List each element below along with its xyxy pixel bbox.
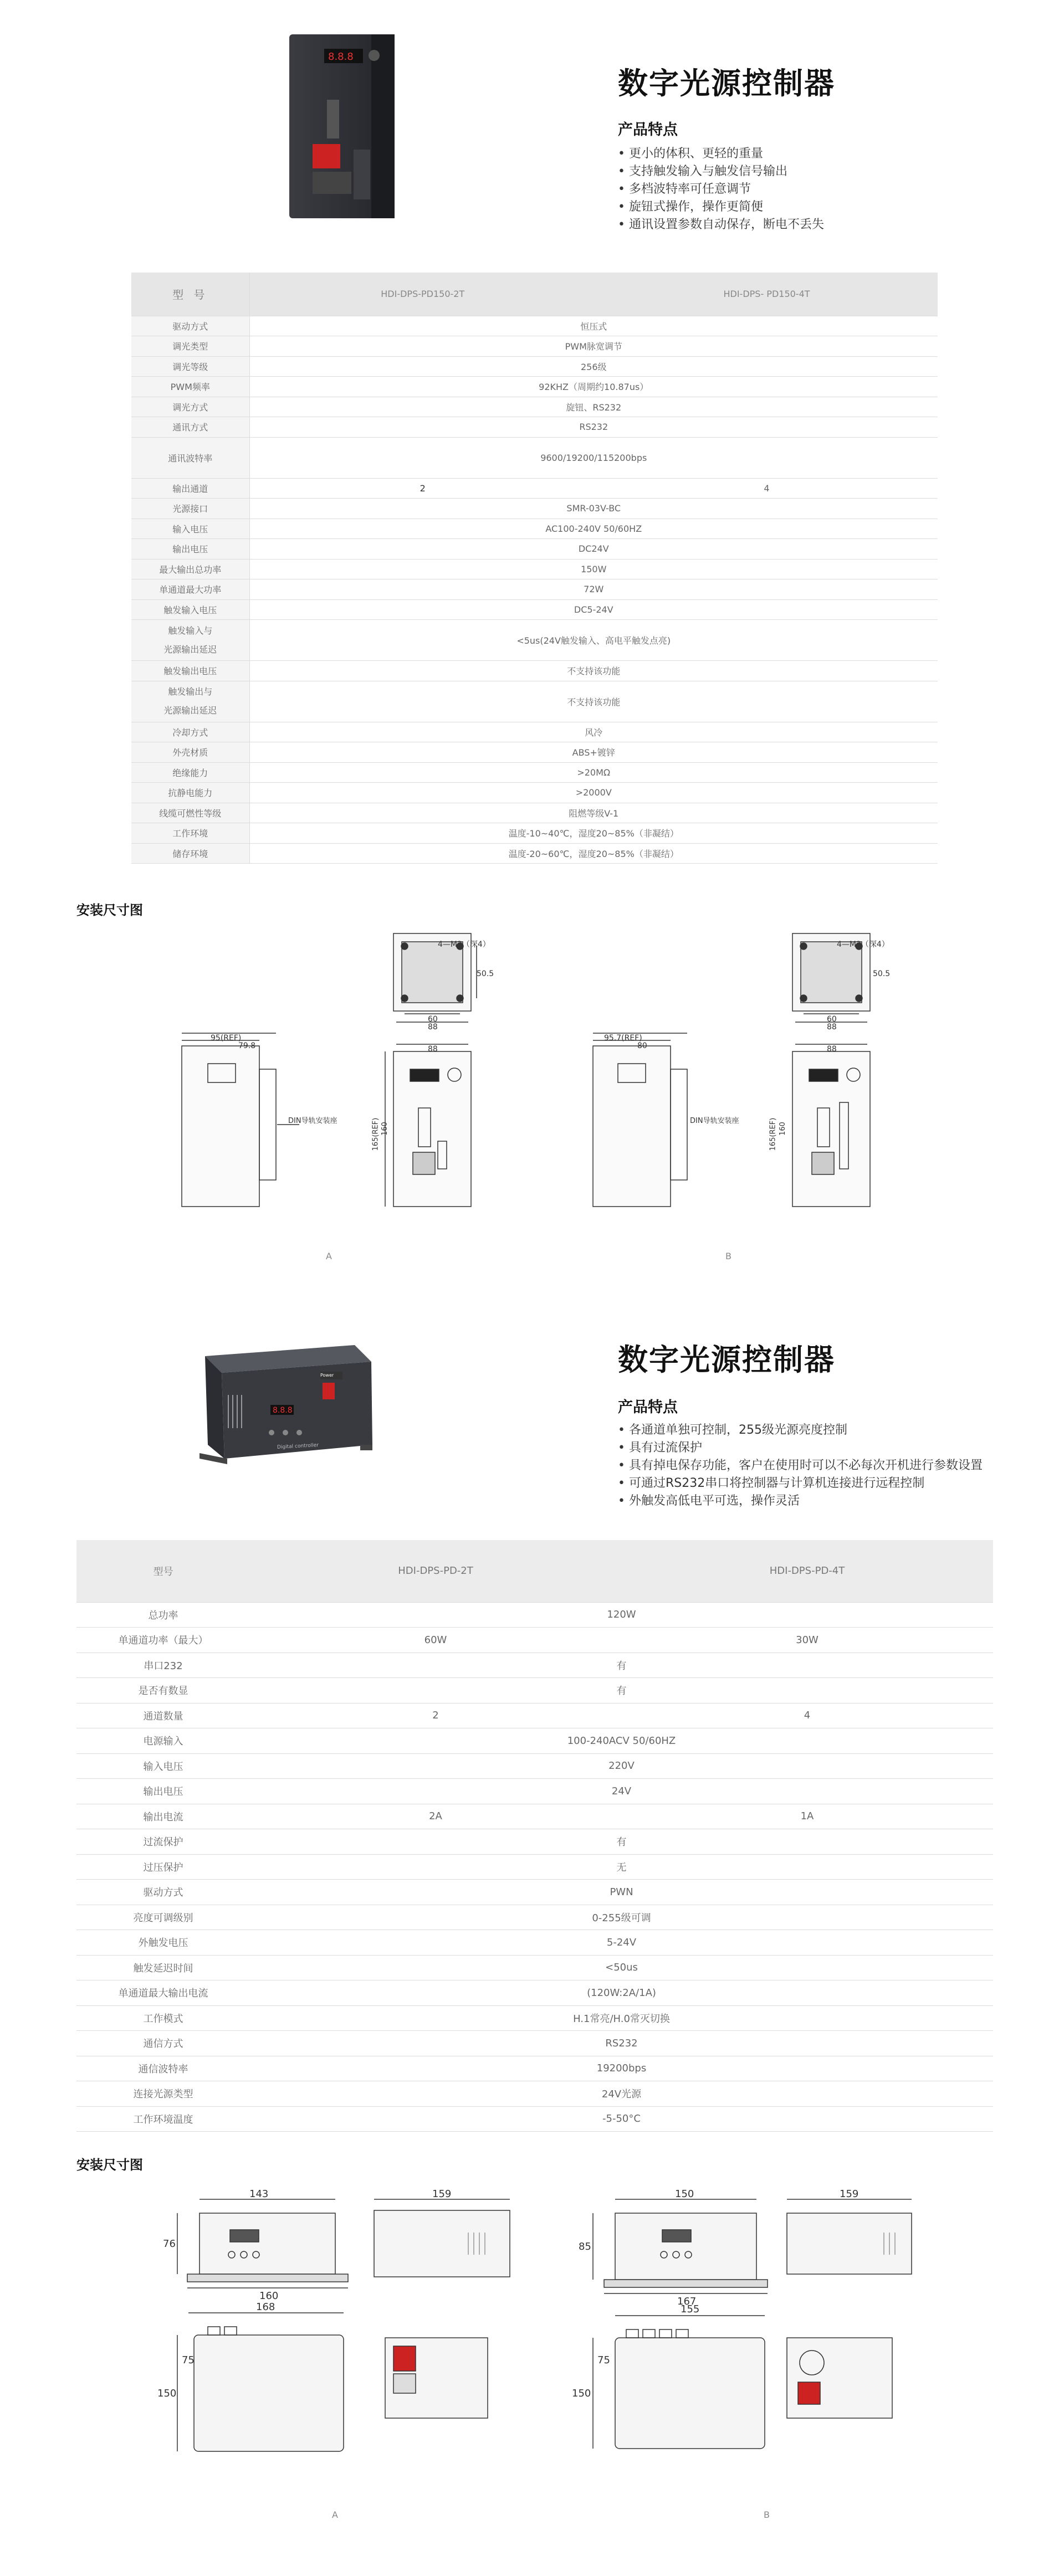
dim-167: 167 [677, 2296, 697, 2307]
product2-drawing-b [560, 2188, 925, 2498]
row-label-cell: 通道数量 [76, 1703, 250, 1728]
product1-spec-table [131, 273, 938, 864]
row-label-cell: 输出电流 [76, 1804, 250, 1829]
table-row [131, 823, 938, 844]
row-value-cell: >20MΩ [249, 762, 938, 783]
row-label-cell: 输出电压 [131, 539, 249, 560]
product1-drawing-a [177, 909, 494, 1241]
product2-dimension-heading: 安装尺寸图 [76, 2157, 143, 2173]
row-value-cell: DC24V [249, 539, 938, 560]
feature-item: • 具有过流保护 [618, 1439, 983, 1457]
dim-155: 155 [681, 2303, 700, 2315]
row-label-cell: 通信方式 [76, 2031, 250, 2056]
row-label-cell: 驱动方式 [131, 316, 249, 336]
feature-item: • 各通道单独可控制，255级光源亮度控制 [618, 1422, 983, 1439]
row-value-cell: 9600/19200/115200bps [249, 437, 938, 478]
row-label-cell: 触发输出电压 [131, 661, 249, 681]
dim-76: 76 [163, 2238, 176, 2250]
row-label-cell: 是否有数显 [76, 1678, 250, 1703]
row-label-cell: 工作环境温度 [76, 2106, 250, 2132]
row-label-cell: 外壳材质 [131, 742, 249, 763]
product1-features-heading: 产品特点 [618, 121, 678, 138]
row-value-cell: 温度-10~40℃，湿度20~85%（非凝结） [249, 823, 938, 844]
label-screws: 4—M3（深4） [438, 940, 490, 949]
table-row [76, 1678, 993, 1703]
row-value-cell: RS232 [249, 417, 938, 438]
dim-80: 80 [637, 1041, 647, 1050]
product2-image [194, 1340, 374, 1467]
dim-159-b: 159 [840, 2188, 859, 2200]
dim-75: 75 [182, 2354, 195, 2366]
table-row [76, 1602, 993, 1628]
row-label-cell: 触发延迟时间 [76, 1955, 250, 1980]
row-label-cell: 过流保护 [76, 1829, 250, 1855]
row-value-cell: H.1常亮/H.0常灭切换 [250, 2005, 993, 2031]
header-label-cell: 型 号 [131, 273, 249, 316]
table-row [76, 1653, 993, 1678]
row-value-cell: 恒压式 [249, 316, 938, 336]
table-row [131, 620, 938, 661]
row-label-cell: PWM频率 [131, 377, 249, 397]
table-row [76, 1905, 993, 1930]
product2-power-label: Power [320, 1373, 334, 1378]
feature-item: • 支持触发输入与触发信号输出 [618, 163, 824, 181]
row-value-cell: 24V [250, 1779, 993, 1804]
row-label-cell: 串口232 [76, 1653, 250, 1678]
table-row [131, 661, 938, 681]
table-row [76, 2031, 993, 2056]
product2-device-text: Digital controller [277, 1443, 319, 1450]
row-label-cell: 过压保护 [76, 1854, 250, 1880]
dim-150-top: 150 [675, 2188, 694, 2200]
header-model-cell: HDI-DPS-PD150-2T [249, 273, 596, 316]
row-value-cell-b: 4 [596, 478, 938, 499]
table-row [76, 1804, 993, 1829]
dim-95-ref: 95(REF) [211, 1034, 242, 1043]
drawing-caption-a: A [326, 1251, 332, 1261]
row-value-cell: 100-240ACV 50/60HZ [250, 1728, 993, 1754]
dim-60-b: 60 [827, 1015, 837, 1024]
table-row [131, 397, 938, 417]
product2-spec-table [76, 1540, 993, 2132]
table-row [131, 417, 938, 438]
feature-item: • 通讯设置参数自动保存，断电不丢失 [618, 216, 824, 234]
table-row [131, 539, 938, 560]
feature-item: • 更小的体积、更轻的重量 [618, 145, 824, 163]
row-label-cell: 线缆可燃性等级 [131, 803, 249, 823]
table-row [76, 1980, 993, 2006]
row-label-cell: 通讯波特率 [131, 437, 249, 478]
row-value-cell: 有 [250, 1829, 993, 1855]
row-value-cell: DC5-24V [249, 599, 938, 620]
dim-50-5: 50.5 [477, 969, 494, 978]
row-value-cell: AC100-240V 50/60HZ [249, 519, 938, 539]
row-label-cell: 抗静电能力 [131, 783, 249, 803]
dim-88-front: 88 [428, 1045, 438, 1054]
feature-item: • 多档波特率可任意调节 [618, 181, 824, 198]
table-row [131, 559, 938, 579]
product2-features-heading: 产品特点 [618, 1399, 678, 1416]
row-label-cell: 最大输出总功率 [131, 559, 249, 579]
row-value-cell: -5-50°C [250, 2106, 993, 2132]
row-value-cell: 有 [250, 1678, 993, 1703]
dim-88-front-b: 88 [827, 1045, 837, 1054]
table-row [131, 377, 938, 397]
feature-item: • 旋钮式操作，操作更简便 [618, 198, 824, 216]
row-value-cell: 风冷 [249, 722, 938, 742]
row-label-cell: 调光方式 [131, 397, 249, 417]
row-value-cell: 150W [249, 559, 938, 579]
row-label-cell: 调光类型 [131, 336, 249, 357]
row-value-cell: 24V光源 [250, 2081, 993, 2107]
table-row [76, 1703, 993, 1728]
row-label-cell: 总功率 [76, 1602, 250, 1628]
row-label-cell: 输出通道 [131, 478, 249, 499]
product1-features-list [618, 145, 824, 234]
feature-item: • 外触发高低电平可选，操作灵活 [618, 1492, 983, 1510]
product2-title: 数字光源控制器 [618, 1342, 835, 1377]
row-label-cell: 单通道最大功率 [131, 579, 249, 600]
product1-title: 数字光源控制器 [618, 66, 835, 101]
label-din-rail-b: DIN导轨安装座 [690, 1117, 739, 1125]
row-value-cell: PWN [250, 1880, 993, 1905]
dim-160-b: 160 [778, 1122, 787, 1136]
table-row [76, 1854, 993, 1880]
row-value-cell: <5us(24V触发输入、高电平触发点亮) [249, 620, 938, 661]
dim-95-7-ref: 95.7(REF) [604, 1034, 642, 1043]
table-row [131, 742, 938, 763]
row-value-cell: 72W [249, 579, 938, 600]
dim-75-b: 75 [597, 2354, 610, 2366]
table-row [131, 579, 938, 600]
table-row [76, 2081, 993, 2107]
row-value-cell: 温度-20~60℃，湿度20~85%（非凝结） [249, 843, 938, 864]
row-label-cell: 调光等级 [131, 356, 249, 377]
row-value-cell: <50us [250, 1955, 993, 1980]
row-label-cell: 通讯方式 [131, 417, 249, 438]
row-value-cell: >2000V [249, 783, 938, 803]
label-din-rail: DIN导轨安装座 [288, 1117, 337, 1125]
table-row [76, 1628, 993, 1653]
dim-168: 168 [256, 2301, 275, 2313]
table-row [131, 437, 938, 478]
row-value-cell: PWM脉宽调节 [249, 336, 938, 357]
svg-text:8.8.8: 8.8.8 [273, 1406, 293, 1415]
row-value-cell: ABS+镀锌 [249, 742, 938, 763]
row-value-cell: 19200bps [250, 2056, 993, 2081]
svg-text:8.8.8: 8.8.8 [328, 51, 354, 63]
table-row [131, 316, 938, 336]
label-screws-b: 4—M3（深4） [837, 940, 889, 949]
header-model-cell: HDI-DPS-PD-2T [250, 1540, 621, 1602]
row-value-cell-b: 30W [621, 1628, 993, 1653]
table-row [131, 356, 938, 377]
row-label-cell: 储存环境 [131, 843, 249, 864]
table-row [76, 2005, 993, 2031]
row-value-cell: 不支持该功能 [249, 681, 938, 722]
dim-85: 85 [579, 2241, 591, 2252]
table-row [76, 1779, 993, 1804]
row-label-cell: 绝缘能力 [131, 762, 249, 783]
row-label-cell: 单通道最大输出电流 [76, 1980, 250, 2006]
row-label-cell: 工作环境 [131, 823, 249, 844]
table-row [76, 1728, 993, 1754]
row-label-cell: 亮度可调级别 [76, 1905, 250, 1930]
table-header-row [131, 273, 938, 316]
row-value-cell: 阻燃等级V-1 [249, 803, 938, 823]
table-row [131, 519, 938, 539]
table-row [131, 599, 938, 620]
row-label-cell: 连接光源类型 [76, 2081, 250, 2107]
dim-150-b: 150 [572, 2388, 591, 2399]
row-label-cell: 输入电压 [131, 519, 249, 539]
dim-165-ref-b: 165(REF) [769, 1117, 777, 1151]
feature-item: • 可通过RS232串口将控制器与计算机连接进行远程控制 [618, 1475, 983, 1492]
row-label-cell: 驱动方式 [76, 1880, 250, 1905]
row-label-cell: 工作模式 [76, 2005, 250, 2031]
row-label-cell: 输入电压 [76, 1753, 250, 1779]
row-value-cell: 220V [250, 1753, 993, 1779]
row-label-cell: 触发输入与 光源输出延迟 [131, 620, 249, 661]
header-model-cell: HDI-DPS-PD-4T [621, 1540, 993, 1602]
table-header-row [76, 1540, 993, 1602]
row-label-cell: 触发输入电压 [131, 599, 249, 620]
row-value-cell-a: 2A [250, 1804, 621, 1829]
table-row [131, 499, 938, 519]
row-value-cell: RS232 [250, 2031, 993, 2056]
row-value-cell-b: 4 [621, 1703, 993, 1728]
table-row [131, 843, 938, 864]
table-row [131, 722, 938, 742]
table-row [131, 336, 938, 357]
table-row [76, 1753, 993, 1779]
dim-79-8: 79.8 [238, 1041, 256, 1050]
row-value-cell: 0-255级可调 [250, 1905, 993, 1930]
row-label-cell: 触发输出与 光源输出延迟 [131, 681, 249, 722]
row-value-cell: 有 [250, 1653, 993, 1678]
dim-60: 60 [428, 1015, 438, 1024]
table-row [76, 1930, 993, 1956]
product1-dimension-heading: 安装尺寸图 [76, 902, 143, 918]
table-row [131, 803, 938, 823]
feature-item: • 具有掉电保存功能，客户在使用时可以不必每次开机进行参数设置 [618, 1457, 983, 1475]
row-value-cell-a: 2 [249, 478, 596, 499]
dim-143: 143 [249, 2188, 269, 2200]
table-row [131, 762, 938, 783]
row-value-cell: 256级 [249, 356, 938, 377]
row-label-cell: 输出电压 [76, 1779, 250, 1804]
product2-features-list [618, 1422, 983, 1510]
table-row [76, 1829, 993, 1855]
row-label-cell: 光源接口 [131, 499, 249, 519]
row-label-cell: 通信波特率 [76, 2056, 250, 2081]
drawing-caption-a-2: A [332, 2510, 338, 2520]
row-label-cell: 冷却方式 [131, 722, 249, 742]
dim-88-b: 88 [827, 1023, 837, 1032]
table-row [76, 2106, 993, 2132]
row-label-cell: 电源输入 [76, 1728, 250, 1754]
header-label-cell: 型号 [76, 1540, 250, 1602]
dim-159: 159 [432, 2188, 452, 2200]
dim-165-ref: 165(REF) [371, 1117, 380, 1151]
row-value-cell: 5-24V [250, 1930, 993, 1956]
row-value-cell-a: 60W [250, 1628, 621, 1653]
drawing-caption-b-2: B [764, 2510, 770, 2520]
row-value-cell: 旋钮、RS232 [249, 397, 938, 417]
row-value-cell: 120W [250, 1602, 993, 1628]
header-model-cell: HDI-DPS- PD150-4T [596, 273, 938, 316]
product1-image [288, 33, 399, 220]
table-row [131, 681, 938, 722]
dim-160: 160 [380, 1122, 389, 1136]
row-value-cell: SMR-03V-BC [249, 499, 938, 519]
dim-150: 150 [157, 2388, 177, 2399]
row-value-cell: (120W:2A/1A) [250, 1980, 993, 2006]
product2-drawing-a [155, 2188, 521, 2498]
product1-drawing-b [571, 909, 903, 1241]
table-row [131, 783, 938, 803]
dim-50-5-b: 50.5 [873, 969, 891, 978]
table-row [76, 1880, 993, 1905]
row-value-cell-a: 2 [250, 1703, 621, 1728]
dim-88: 88 [428, 1023, 438, 1032]
row-value-cell: 无 [250, 1854, 993, 1880]
table-row [131, 478, 938, 499]
table-row [76, 1955, 993, 1980]
table-row [76, 2056, 993, 2081]
row-value-cell: 92KHZ（周期约10.87us） [249, 377, 938, 397]
row-value-cell: 不支持该功能 [249, 661, 938, 681]
row-label-cell: 单通道功率（最大） [76, 1628, 250, 1653]
row-label-cell: 外触发电压 [76, 1930, 250, 1956]
dim-160: 160 [259, 2290, 279, 2302]
drawing-caption-b: B [725, 1251, 732, 1261]
row-value-cell-b: 1A [621, 1804, 993, 1829]
